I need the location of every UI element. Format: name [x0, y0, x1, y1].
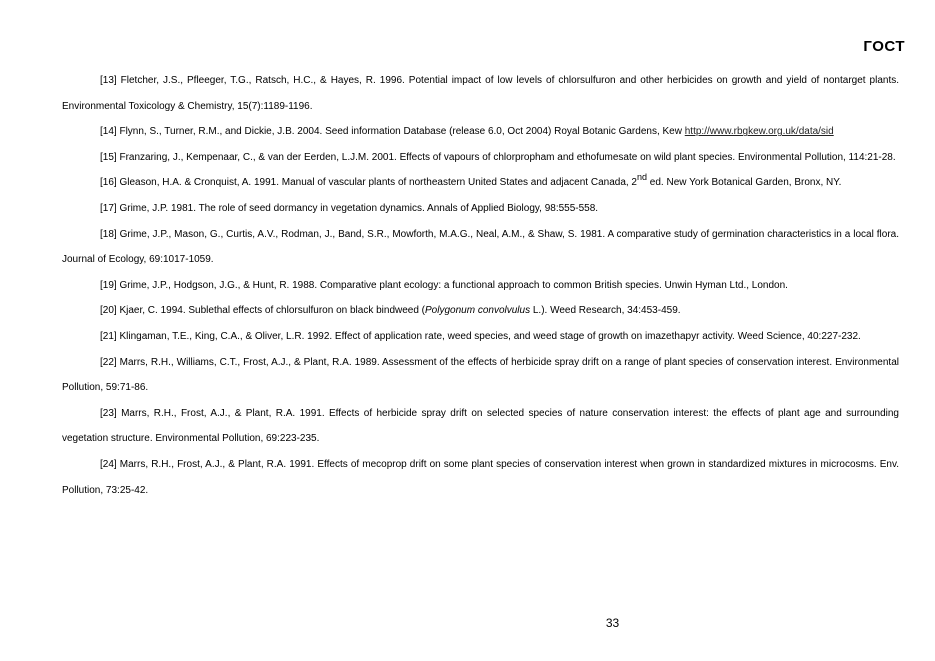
reference-24: [24] Marrs, R.H., Frost, A.J., & Plant, R.A. 1991. Effects of mecoprop drift on some plant species of conservation interest when grown in standardized mixtures in microcosms. Env. Pollution, 73:25-42.	[62, 458, 899, 496]
reference-14	[62, 119, 899, 145]
reference-22: [22] Marrs, R.H., Williams, C.T., Frost, A.J., & Plant, R.A. 1989. Assessment of the effects of herbicide spray drift on a range of plant species of conservation interest. Environmental Pollution, 59:71-86.	[62, 356, 899, 394]
reference-23: [23] Marrs, R.H., Frost, A.J., & Plant, R.A. 1991. Effects of herbicide spray drift on selected species of nature conservation interest: the effects of plant age and surrounding vegetation structure. Environmental Pollution, 69:223-235.	[62, 407, 899, 445]
reference-15: [15] Franzaring, J., Kempenaar, C., & van der Eerden, L.J.M. 2001. Effects of vapours of chlorpropham and ethofumesate on wild plant species. Environmental Pollution, 114:21-28.	[100, 151, 896, 163]
reference-20-text: [20] Kjaer, C. 1994. Sublethal effects of chlorsulfuron on black bindweed (	[100, 305, 426, 317]
reference-13: [13] Fletcher, J.S., Pfleeger, T.G., Ratsch, H.C., & Hayes, R. 1996. Potential impact of low levels of chlorsulfuron and other herbicides on growth and yield of nontarget plants. Environmental Toxicology & Chemistry, 15(7):1189-1196.	[62, 75, 899, 112]
reference-20-text-end: L.). Weed Research, 34:453-459.	[530, 305, 681, 317]
reference-list	[62, 68, 899, 503]
page-number: 33	[605, 616, 620, 630]
reference-19: [19] Grime, J.P., Hodgson, J.G., & Hunt, R. 1988. Comparative plant ecology: a functional approach to common British species. Unwin Hyman Ltd., London.	[100, 279, 788, 291]
reference-16	[62, 170, 899, 196]
reference-20	[62, 298, 899, 324]
reference-14-text: [14] Flynn, S., Turner, R.M., and Dickie, J.B. 2004. Seed information Database (release 6.0, Oct 2004) Royal Botanic Gardens, Kew	[100, 126, 682, 138]
reference-16-text: [16] Gleason, H.A. & Cronquist, A. 1991. Manual of vascular plants of northeastern United States and adjacent Canada, 2	[100, 177, 637, 189]
standard-header: ГОСТ	[863, 38, 905, 55]
reference-18: [18] Grime, J.P., Mason, G., Curtis, A.V., Rodman, J., Band, S.R., Mowforth, M.A.G., Neal, A.M., & Shaw, S. 1981. A comparative study of germination characteristics in a local flora. Journal of Ecology, 69:1017-1059.	[62, 228, 899, 266]
reference-21: [21] Klingaman, T.E., King, C.A., & Oliver, L.R. 1992. Effect of application rate, weed species, and weed stage of growth on imazethapyr activity. Weed Science, 40:227-232.	[100, 330, 861, 342]
species-name: Polygonum convolvulus	[425, 305, 531, 317]
seed-database-link[interactable]: http://www.rbgkew.org.uk/data/sid	[684, 126, 834, 138]
reference-16-text-end: ed. New York Botanical Garden, Bronx, NY.	[647, 177, 842, 189]
reference-17: [17] Grime, J.P. 1981. The role of seed dormancy in vegetation dynamics. Annals of Applied Biology, 98:555-558.	[100, 202, 599, 214]
ordinal-superscript: nd	[637, 172, 648, 183]
